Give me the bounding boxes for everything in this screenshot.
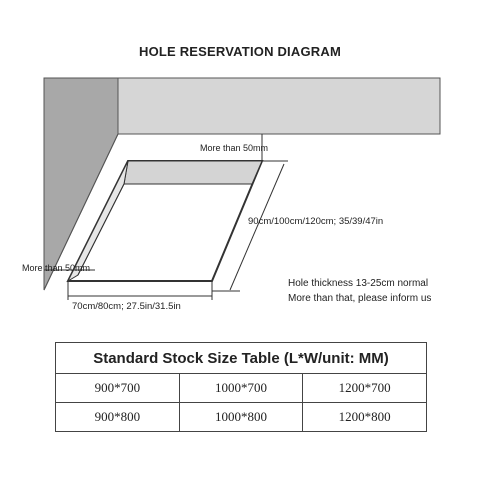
- table-cell: 1000*800: [179, 403, 303, 432]
- thickness-label-line1: Hole thickness 13-25cm normal: [288, 278, 429, 289]
- page-title: HOLE RESERVATION DIAGRAM: [139, 44, 341, 59]
- width-label: 70cm/80cm; 27.5in/31.5in: [72, 301, 181, 312]
- back-wall: [118, 78, 440, 134]
- table-header: Standard Stock Size Table (L*W/unit: MM): [56, 343, 427, 374]
- hole-inner-back-face: [124, 161, 262, 184]
- table-cell: 1000*700: [179, 374, 303, 403]
- thickness-label-line2: More than that, please inform us: [288, 293, 432, 304]
- table-cell: 1200*800: [303, 403, 427, 432]
- left-margin-label: More than 50mm: [22, 263, 91, 273]
- table-header-row: [56, 343, 427, 374]
- table-cell: 900*800: [56, 403, 180, 432]
- table-cell: 1200*700: [303, 374, 427, 403]
- table-row: [56, 374, 427, 403]
- stock-size-table: [55, 342, 427, 432]
- top-margin-label: More than 50mm: [200, 143, 269, 153]
- stock-size-table-wrap: [55, 342, 427, 432]
- table-cell: 900*700: [56, 374, 180, 403]
- table-row: [56, 403, 427, 432]
- length-label: 90cm/100cm/120cm; 35/39/47in: [248, 216, 384, 227]
